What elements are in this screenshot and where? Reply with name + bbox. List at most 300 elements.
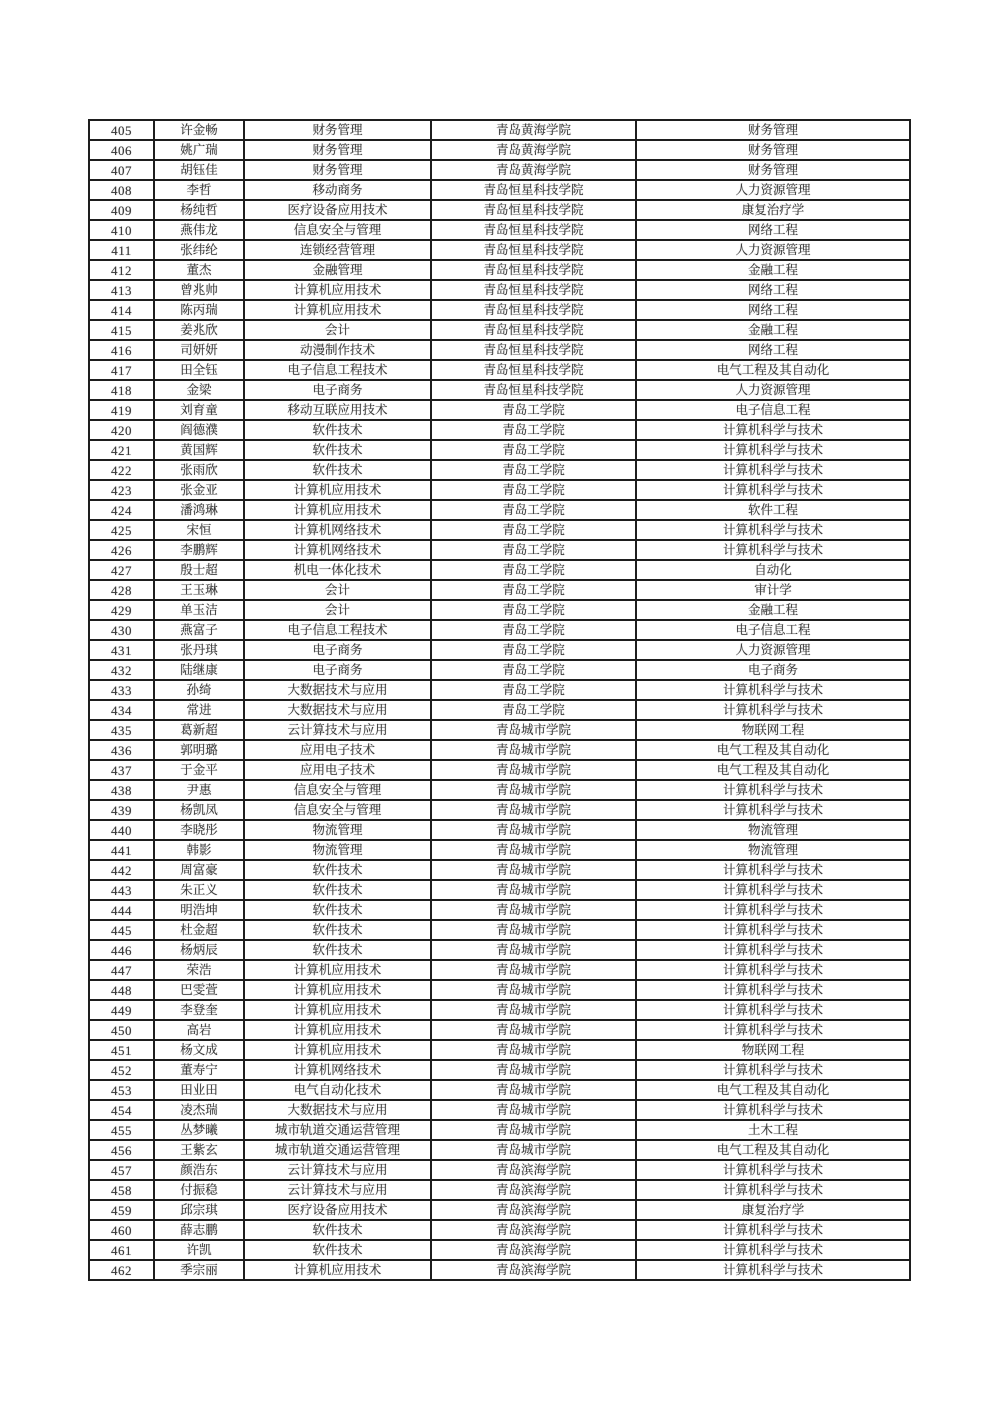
cell-major: 软件技术 (244, 460, 431, 480)
cell-name: 董杰 (154, 260, 244, 280)
cell-major: 物流管理 (244, 820, 431, 840)
cell-major: 信息安全与管理 (244, 780, 431, 800)
cell-name: 荣浩 (154, 960, 244, 980)
cell-college: 青岛工学院 (431, 480, 636, 500)
cell-target-major: 网络工程 (636, 220, 910, 240)
cell-number: 419 (89, 400, 154, 420)
table-row (89, 940, 910, 960)
cell-college: 青岛滨海学院 (431, 1180, 636, 1200)
cell-college: 青岛滨海学院 (431, 1160, 636, 1180)
cell-name: 田业田 (154, 1080, 244, 1100)
table-row (89, 1200, 910, 1220)
cell-number: 424 (89, 500, 154, 520)
cell-college: 青岛黄海学院 (431, 120, 636, 140)
cell-college: 青岛黄海学院 (431, 160, 636, 180)
cell-major: 电子信息工程技术 (244, 360, 431, 380)
cell-name: 潘鸿琳 (154, 500, 244, 520)
cell-major: 计算机应用技术 (244, 1000, 431, 1020)
table-row (89, 1240, 910, 1260)
cell-major: 软件技术 (244, 880, 431, 900)
cell-number: 448 (89, 980, 154, 1000)
cell-college: 青岛城市学院 (431, 880, 636, 900)
cell-college: 青岛城市学院 (431, 1020, 636, 1040)
cell-number: 436 (89, 740, 154, 760)
cell-college: 青岛城市学院 (431, 960, 636, 980)
table-row (89, 920, 910, 940)
roster-body (89, 120, 910, 1280)
table-row (89, 740, 910, 760)
cell-college: 青岛工学院 (431, 700, 636, 720)
cell-number: 417 (89, 360, 154, 380)
cell-major: 信息安全与管理 (244, 800, 431, 820)
cell-college: 青岛工学院 (431, 640, 636, 660)
cell-target-major: 网络工程 (636, 340, 910, 360)
cell-number: 412 (89, 260, 154, 280)
cell-name: 杨纯哲 (154, 200, 244, 220)
cell-number: 454 (89, 1100, 154, 1120)
cell-number: 446 (89, 940, 154, 960)
table-row (89, 520, 910, 540)
cell-major: 计算机应用技术 (244, 480, 431, 500)
cell-major: 医疗设备应用技术 (244, 1200, 431, 1220)
cell-target-major: 软件工程 (636, 500, 910, 520)
cell-number: 457 (89, 1160, 154, 1180)
cell-college: 青岛工学院 (431, 600, 636, 620)
table-row (89, 640, 910, 660)
cell-college: 青岛恒星科技学院 (431, 320, 636, 340)
cell-major: 电子商务 (244, 380, 431, 400)
cell-major: 计算机应用技术 (244, 500, 431, 520)
cell-number: 445 (89, 920, 154, 940)
cell-number: 462 (89, 1260, 154, 1280)
cell-name: 杨文成 (154, 1040, 244, 1060)
cell-major: 信息安全与管理 (244, 220, 431, 240)
cell-number: 433 (89, 680, 154, 700)
table-row (89, 480, 910, 500)
cell-target-major: 计算机科学与技术 (636, 1020, 910, 1040)
cell-major: 会计 (244, 580, 431, 600)
table-row (89, 1100, 910, 1120)
cell-name: 田全钰 (154, 360, 244, 380)
cell-college: 青岛城市学院 (431, 1100, 636, 1120)
cell-major: 财务管理 (244, 160, 431, 180)
cell-name: 郭明璐 (154, 740, 244, 760)
cell-major: 计算机应用技术 (244, 1040, 431, 1060)
cell-number: 420 (89, 420, 154, 440)
cell-major: 软件技术 (244, 920, 431, 940)
cell-college: 青岛恒星科技学院 (431, 280, 636, 300)
cell-number: 428 (89, 580, 154, 600)
cell-major: 移动互联应用技术 (244, 400, 431, 420)
table-row (89, 1180, 910, 1200)
cell-number: 450 (89, 1020, 154, 1040)
cell-target-major: 人力资源管理 (636, 180, 910, 200)
table-row (89, 500, 910, 520)
cell-target-major: 计算机科学与技术 (636, 1260, 910, 1280)
cell-number: 456 (89, 1140, 154, 1160)
cell-college: 青岛工学院 (431, 420, 636, 440)
cell-college: 青岛工学院 (431, 500, 636, 520)
cell-target-major: 计算机科学与技术 (636, 420, 910, 440)
cell-major: 连锁经营管理 (244, 240, 431, 260)
cell-target-major: 计算机科学与技术 (636, 900, 910, 920)
table-row (89, 900, 910, 920)
cell-number: 406 (89, 140, 154, 160)
cell-major: 物流管理 (244, 840, 431, 860)
cell-college: 青岛滨海学院 (431, 1200, 636, 1220)
cell-number: 411 (89, 240, 154, 260)
table-row (89, 560, 910, 580)
cell-target-major: 金融工程 (636, 600, 910, 620)
table-row (89, 400, 910, 420)
cell-name: 巴雯萱 (154, 980, 244, 1000)
cell-number: 432 (89, 660, 154, 680)
cell-college: 青岛城市学院 (431, 980, 636, 1000)
cell-college: 青岛城市学院 (431, 800, 636, 820)
cell-target-major: 计算机科学与技术 (636, 920, 910, 940)
cell-name: 阎德濮 (154, 420, 244, 440)
cell-target-major: 计算机科学与技术 (636, 680, 910, 700)
cell-major: 财务管理 (244, 140, 431, 160)
cell-major: 应用电子技术 (244, 740, 431, 760)
cell-college: 青岛恒星科技学院 (431, 240, 636, 260)
cell-number: 438 (89, 780, 154, 800)
cell-major: 软件技术 (244, 940, 431, 960)
cell-target-major: 计算机科学与技术 (636, 700, 910, 720)
cell-number: 447 (89, 960, 154, 980)
cell-number: 410 (89, 220, 154, 240)
cell-target-major: 计算机科学与技术 (636, 800, 910, 820)
cell-number: 414 (89, 300, 154, 320)
cell-name: 许凯 (154, 1240, 244, 1260)
cell-name: 许金畅 (154, 120, 244, 140)
cell-name: 张金亚 (154, 480, 244, 500)
cell-target-major: 人力资源管理 (636, 380, 910, 400)
cell-target-major: 电气工程及其自动化 (636, 360, 910, 380)
cell-college: 青岛城市学院 (431, 860, 636, 880)
cell-target-major: 电气工程及其自动化 (636, 1080, 910, 1100)
cell-college: 青岛城市学院 (431, 820, 636, 840)
cell-number: 452 (89, 1060, 154, 1080)
cell-college: 青岛恒星科技学院 (431, 200, 636, 220)
table-row (89, 700, 910, 720)
cell-number: 407 (89, 160, 154, 180)
cell-target-major: 物流管理 (636, 840, 910, 860)
table-row (89, 440, 910, 460)
cell-target-major: 计算机科学与技术 (636, 540, 910, 560)
cell-target-major: 财务管理 (636, 160, 910, 180)
cell-target-major: 计算机科学与技术 (636, 1160, 910, 1180)
cell-target-major: 审计学 (636, 580, 910, 600)
cell-target-major: 计算机科学与技术 (636, 1100, 910, 1120)
cell-name: 姜兆欣 (154, 320, 244, 340)
cell-name: 王紫玄 (154, 1140, 244, 1160)
cell-number: 405 (89, 120, 154, 140)
cell-major: 软件技术 (244, 440, 431, 460)
cell-major: 软件技术 (244, 1220, 431, 1240)
cell-major: 会计 (244, 600, 431, 620)
cell-target-major: 金融工程 (636, 260, 910, 280)
table-row (89, 280, 910, 300)
cell-college: 青岛工学院 (431, 460, 636, 480)
cell-name: 季宗丽 (154, 1260, 244, 1280)
table-row (89, 680, 910, 700)
table-row (89, 860, 910, 880)
cell-name: 杨炳辰 (154, 940, 244, 960)
table-row (89, 360, 910, 380)
cell-name: 姚广瑞 (154, 140, 244, 160)
cell-name: 高岩 (154, 1020, 244, 1040)
cell-college: 青岛滨海学院 (431, 1260, 636, 1280)
cell-college: 青岛城市学院 (431, 1080, 636, 1100)
cell-name: 曾兆帅 (154, 280, 244, 300)
cell-major: 医疗设备应用技术 (244, 200, 431, 220)
table-row (89, 260, 910, 280)
cell-number: 453 (89, 1080, 154, 1100)
cell-number: 442 (89, 860, 154, 880)
cell-college: 青岛工学院 (431, 540, 636, 560)
cell-number: 440 (89, 820, 154, 840)
table-row (89, 1140, 910, 1160)
cell-target-major: 网络工程 (636, 300, 910, 320)
cell-number: 437 (89, 760, 154, 780)
table-row (89, 660, 910, 680)
table-row (89, 220, 910, 240)
cell-college: 青岛城市学院 (431, 1040, 636, 1060)
table-row (89, 1120, 910, 1140)
cell-number: 441 (89, 840, 154, 860)
cell-target-major: 人力资源管理 (636, 240, 910, 260)
table-row (89, 300, 910, 320)
table-row (89, 120, 910, 140)
cell-name: 黄国辉 (154, 440, 244, 460)
cell-college: 青岛城市学院 (431, 1000, 636, 1020)
cell-target-major: 人力资源管理 (636, 640, 910, 660)
cell-number: 451 (89, 1040, 154, 1060)
cell-major: 应用电子技术 (244, 760, 431, 780)
table-row (89, 380, 910, 400)
table-row (89, 1020, 910, 1040)
cell-name: 明浩坤 (154, 900, 244, 920)
cell-number: 425 (89, 520, 154, 540)
cell-name: 朱正义 (154, 880, 244, 900)
table-row (89, 320, 910, 340)
cell-major: 计算机应用技术 (244, 300, 431, 320)
table-row (89, 1060, 910, 1080)
cell-number: 439 (89, 800, 154, 820)
table-row (89, 420, 910, 440)
cell-major: 软件技术 (244, 900, 431, 920)
cell-college: 青岛滨海学院 (431, 1240, 636, 1260)
cell-target-major: 计算机科学与技术 (636, 460, 910, 480)
table-row (89, 340, 910, 360)
cell-name: 杜金超 (154, 920, 244, 940)
cell-college: 青岛恒星科技学院 (431, 220, 636, 240)
cell-target-major: 自动化 (636, 560, 910, 580)
cell-name: 金梁 (154, 380, 244, 400)
table-row (89, 720, 910, 740)
cell-name: 胡钰佳 (154, 160, 244, 180)
cell-target-major: 计算机科学与技术 (636, 1180, 910, 1200)
cell-number: 443 (89, 880, 154, 900)
cell-target-major: 财务管理 (636, 140, 910, 160)
cell-target-major: 金融工程 (636, 320, 910, 340)
cell-target-major: 物联网工程 (636, 720, 910, 740)
cell-college: 青岛恒星科技学院 (431, 360, 636, 380)
cell-number: 455 (89, 1120, 154, 1140)
cell-major: 云计算技术与应用 (244, 720, 431, 740)
cell-major: 机电一体化技术 (244, 560, 431, 580)
cell-major: 电子商务 (244, 640, 431, 660)
cell-name: 殷士超 (154, 560, 244, 580)
table-row (89, 1080, 910, 1100)
cell-name: 孙绮 (154, 680, 244, 700)
cell-major: 计算机应用技术 (244, 280, 431, 300)
cell-major: 动漫制作技术 (244, 340, 431, 360)
cell-number: 461 (89, 1240, 154, 1260)
cell-college: 青岛恒星科技学院 (431, 300, 636, 320)
cell-major: 计算机网络技术 (244, 1060, 431, 1080)
cell-number: 430 (89, 620, 154, 640)
cell-number: 434 (89, 700, 154, 720)
cell-target-major: 物联网工程 (636, 1040, 910, 1060)
cell-college: 青岛城市学院 (431, 840, 636, 860)
cell-name: 韩影 (154, 840, 244, 860)
cell-name: 常进 (154, 700, 244, 720)
cell-college: 青岛工学院 (431, 680, 636, 700)
cell-number: 458 (89, 1180, 154, 1200)
cell-number: 460 (89, 1220, 154, 1240)
table-row (89, 800, 910, 820)
cell-name: 李登奎 (154, 1000, 244, 1020)
cell-college: 青岛城市学院 (431, 920, 636, 940)
cell-target-major: 计算机科学与技术 (636, 940, 910, 960)
cell-target-major: 计算机科学与技术 (636, 1240, 910, 1260)
cell-number: 421 (89, 440, 154, 460)
cell-major: 计算机应用技术 (244, 1020, 431, 1040)
cell-target-major: 电子商务 (636, 660, 910, 680)
cell-name: 周富豪 (154, 860, 244, 880)
cell-target-major: 计算机科学与技术 (636, 1220, 910, 1240)
cell-name: 单玉洁 (154, 600, 244, 620)
cell-major: 电子信息工程技术 (244, 620, 431, 640)
cell-target-major: 计算机科学与技术 (636, 860, 910, 880)
cell-target-major: 财务管理 (636, 120, 910, 140)
cell-college: 青岛工学院 (431, 660, 636, 680)
cell-name: 尹惠 (154, 780, 244, 800)
cell-name: 张丹琪 (154, 640, 244, 660)
table-row (89, 620, 910, 640)
cell-target-major: 计算机科学与技术 (636, 880, 910, 900)
cell-number: 415 (89, 320, 154, 340)
cell-major: 移动商务 (244, 180, 431, 200)
cell-name: 张纬纶 (154, 240, 244, 260)
cell-college: 青岛滨海学院 (431, 1220, 636, 1240)
cell-major: 计算机应用技术 (244, 1260, 431, 1280)
cell-number: 413 (89, 280, 154, 300)
cell-college: 青岛恒星科技学院 (431, 380, 636, 400)
cell-name: 李晓彤 (154, 820, 244, 840)
cell-target-major: 网络工程 (636, 280, 910, 300)
cell-major: 大数据技术与应用 (244, 700, 431, 720)
cell-college: 青岛城市学院 (431, 780, 636, 800)
cell-name: 于金平 (154, 760, 244, 780)
cell-major: 财务管理 (244, 120, 431, 140)
cell-target-major: 电气工程及其自动化 (636, 740, 910, 760)
cell-college: 青岛工学院 (431, 620, 636, 640)
cell-name: 董寿宁 (154, 1060, 244, 1080)
cell-major: 大数据技术与应用 (244, 1100, 431, 1120)
cell-name: 丛梦曦 (154, 1120, 244, 1140)
cell-name: 李鹏辉 (154, 540, 244, 560)
cell-major: 城市轨道交通运营管理 (244, 1140, 431, 1160)
cell-name: 凌杰瑞 (154, 1100, 244, 1120)
cell-major: 计算机网络技术 (244, 520, 431, 540)
cell-name: 陈丙瑞 (154, 300, 244, 320)
cell-target-major: 康复治疗学 (636, 1200, 910, 1220)
cell-college: 青岛工学院 (431, 520, 636, 540)
cell-name: 杨凯凤 (154, 800, 244, 820)
cell-number: 429 (89, 600, 154, 620)
cell-number: 408 (89, 180, 154, 200)
cell-number: 427 (89, 560, 154, 580)
student-roster-table (88, 119, 911, 1281)
cell-target-major: 电气工程及其自动化 (636, 1140, 910, 1160)
table-row (89, 600, 910, 620)
table-row (89, 780, 910, 800)
cell-target-major: 土木工程 (636, 1120, 910, 1140)
cell-major: 会计 (244, 320, 431, 340)
cell-college: 青岛工学院 (431, 440, 636, 460)
cell-major: 电气自动化技术 (244, 1080, 431, 1100)
cell-major: 软件技术 (244, 1240, 431, 1260)
cell-number: 435 (89, 720, 154, 740)
cell-college: 青岛黄海学院 (431, 140, 636, 160)
cell-number: 416 (89, 340, 154, 360)
cell-target-major: 计算机科学与技术 (636, 980, 910, 1000)
cell-name: 邱宗琪 (154, 1200, 244, 1220)
cell-target-major: 计算机科学与技术 (636, 480, 910, 500)
table-row (89, 820, 910, 840)
cell-target-major: 计算机科学与技术 (636, 520, 910, 540)
table-row (89, 140, 910, 160)
cell-college: 青岛城市学院 (431, 720, 636, 740)
cell-college: 青岛城市学院 (431, 1060, 636, 1080)
table-row (89, 200, 910, 220)
cell-number: 444 (89, 900, 154, 920)
cell-name: 付振稳 (154, 1180, 244, 1200)
cell-college: 青岛恒星科技学院 (431, 180, 636, 200)
cell-college: 青岛恒星科技学院 (431, 260, 636, 280)
cell-major: 软件技术 (244, 420, 431, 440)
table-row (89, 460, 910, 480)
table-row (89, 760, 910, 780)
cell-number: 431 (89, 640, 154, 660)
cell-number: 426 (89, 540, 154, 560)
cell-major: 计算机应用技术 (244, 960, 431, 980)
cell-number: 409 (89, 200, 154, 220)
cell-target-major: 物流管理 (636, 820, 910, 840)
cell-target-major: 计算机科学与技术 (636, 780, 910, 800)
cell-name: 薛志鹏 (154, 1220, 244, 1240)
cell-name: 李哲 (154, 180, 244, 200)
table-row (89, 1160, 910, 1180)
table-row (89, 1260, 910, 1280)
cell-college: 青岛城市学院 (431, 940, 636, 960)
cell-name: 刘育童 (154, 400, 244, 420)
cell-number: 449 (89, 1000, 154, 1020)
cell-major: 云计算技术与应用 (244, 1160, 431, 1180)
